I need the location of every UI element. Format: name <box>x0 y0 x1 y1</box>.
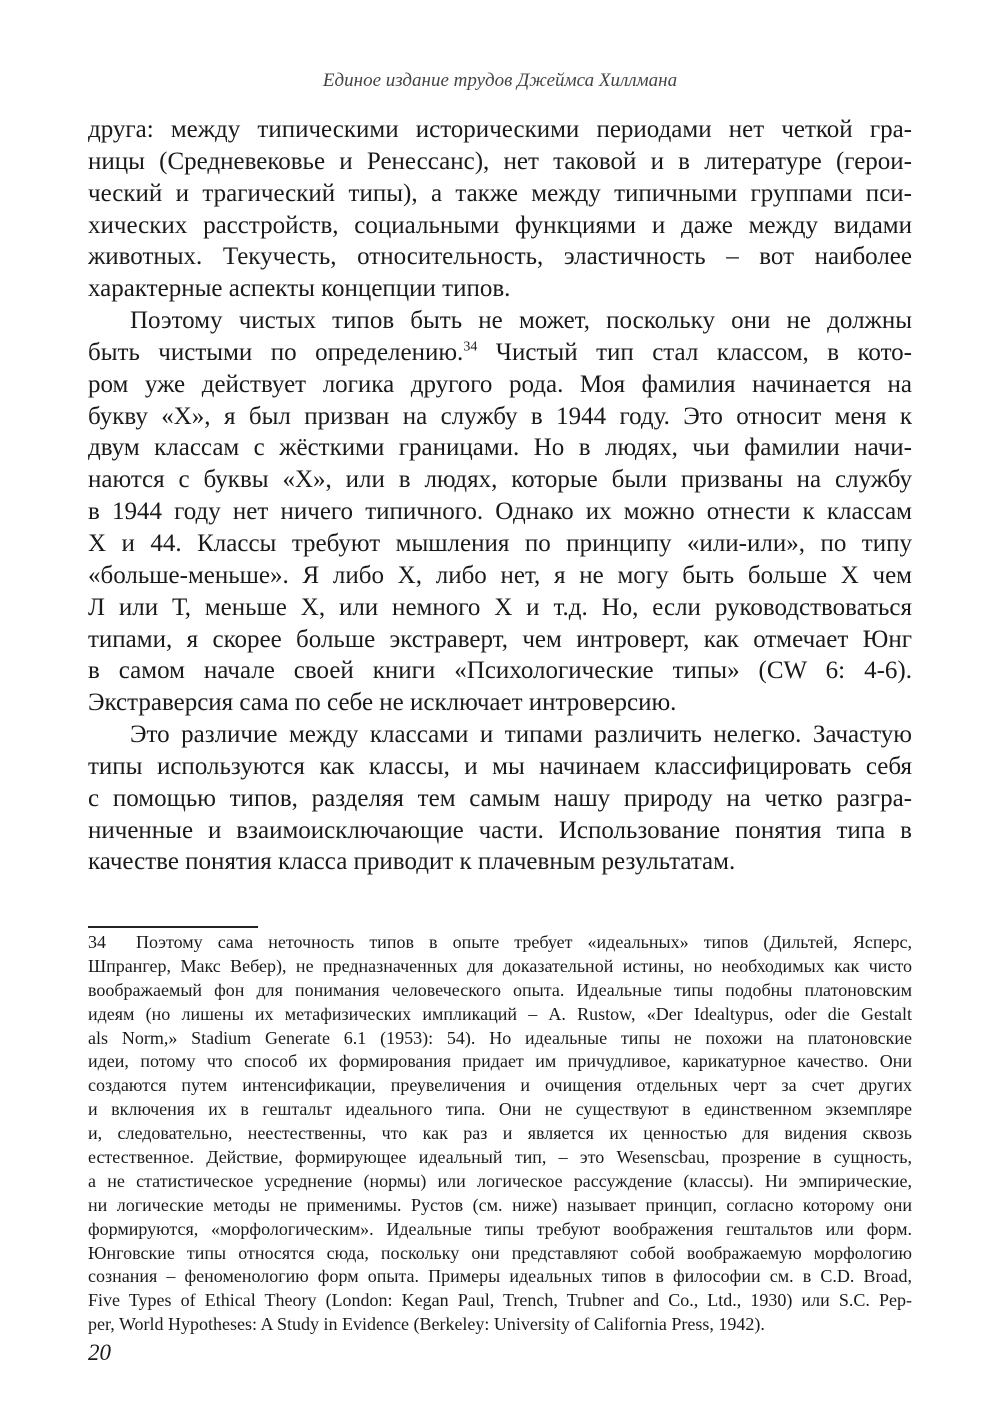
footnote-line: Шпрангер, Макс Вебер), не предназначенных для доказательной истины, но необходимых как чисто <box>88 955 912 976</box>
footnote-line: а не статистическое усреднение (нормы) или логическое рассуждение (классы). Ни эмпирические, <box>88 1170 912 1191</box>
text-line: наются с буквы «Х», или в людях, которые были призваны на службу <box>88 466 912 494</box>
footnote-number: 34 <box>88 932 106 952</box>
text-line: ниченные и взаимоисключающие части. Использование понятия типа в <box>88 816 912 844</box>
text-segment: Поэтому сама неточность типов в опыте требует «идеальных» типов (Дильтей, Ясперс, <box>136 932 912 952</box>
footnote-line: создаются путем интенсификации, преувеличения и очищения отдельных черт за счет других <box>88 1075 912 1096</box>
text-line: хических расстройств, социальными функциями и даже между видами <box>88 211 912 239</box>
footnote-line: als Norm,» Stadium Generate 6.1 (1953): 54). Но идеальные типы не похожи на платоновские <box>88 1027 912 1048</box>
text-line: ром уже действует логика другого рода. Моя фамилия начинается на <box>88 370 912 398</box>
text-line: «больше-меньше». Я либо Х, либо нет, я не могу быть больше Х чем <box>88 561 912 589</box>
body-text <box>88 114 912 878</box>
footnote-line: сознания – феноменологию форм опыта. Примеры идеальных типов в философии см. в C.D. Broad, <box>88 1266 912 1287</box>
paragraph <box>88 719 912 878</box>
footnote-line: идеям (но лишены их метафизических импликаций – A. Rustow, «Der Idealtypus, oder die Gestalt <box>88 1003 912 1024</box>
paragraph <box>88 114 912 305</box>
text-line: Л или Т, меньше Х, или немного Х и т.д. Но, если руководствоваться <box>88 593 912 621</box>
footnote-line: и, следовательно, неестественны, что как раз и является их ценностью для видения сквозь <box>88 1123 912 1144</box>
footnotes <box>88 931 912 1337</box>
footnote-separator <box>88 926 258 928</box>
text-line: качестве понятия класса приводит к плачевным результатам. <box>88 848 736 876</box>
text-line: в 1944 году нет ничего типичного. Однако их можно отнести к классам <box>88 498 912 526</box>
footnote-line <box>88 931 912 955</box>
paragraph <box>88 305 912 719</box>
footnote-line: формируются, «морфологическим». Идеальные типы требуют воображения гештальтов или форм. <box>88 1218 912 1239</box>
text-line: ческий и трагический типы), а также между типичными группами пси- <box>88 179 912 207</box>
page-number: 20 <box>88 1340 111 1365</box>
footnote-line: Five Types of Ethical Theory (London: Kegan Paul, Trench, Trubner and Co., Ltd., 1930) или S.C. Pep- <box>88 1290 912 1311</box>
text-line: букву «Х», я был призван на службу в 1944 году. Это относит меня к <box>88 402 912 430</box>
text-line: Х и 44. Классы требуют мышления по принципу «или-или», по типу <box>88 529 912 557</box>
text-line: в самом начале своей книги «Психологические типы» (CW 6: 4-6). <box>88 657 912 685</box>
footnote-line: per, World Hypotheses: A Study in Evidence (Berkeley: University of California Press, 1942). <box>88 1314 765 1335</box>
text-line: характерные аспекты концепции типов. <box>88 275 511 303</box>
text-line <box>88 337 912 369</box>
text-line: типами, я скорее больше экстраверт, чем интроверт, как отмечает Юнг <box>88 625 912 653</box>
text-line: с помощью типов, разделяя тем самым нашу природу на четко разгра- <box>88 784 912 812</box>
text-line: ницы (Средневековье и Ренессанс), нет таковой и в литературе (герои- <box>88 147 912 175</box>
footnote-line: естественное. Действие, формирующее идеальный тип, – это Wesenscbau, прозрение в сущность, <box>88 1147 912 1168</box>
text-line: животных. Текучесть, относительность, эластичность – вот наиболее <box>88 243 912 271</box>
footnote-line: Юнговские типы относятся сюда, поскольку они представляют собой воображаемую морфологию <box>88 1242 912 1263</box>
text-line: Это различие между классами и типами различить нелегко. Зачастую <box>130 721 912 749</box>
footnote-line: и включения их в гештальт идеального типа. Они не существуют в единственном экземпляре <box>88 1099 912 1120</box>
footnote-line: ни логические методы не применимы. Рустов (см. ниже) называет принцип, согласно которому они <box>88 1194 912 1215</box>
text-segment: Чистый тип стал классом, в кото- <box>477 338 912 366</box>
footnote-line: идеи, потому что способ их формирования придает им причудливое, карикатурное качество. Они <box>88 1051 912 1072</box>
footnote-ref[interactable]: 34 <box>463 339 478 355</box>
text-segment: быть чистыми по определению. <box>88 338 464 366</box>
footnote-line: воображаемый фон для понимания человеческого опыта. Идеальные типы подобны платоновским <box>88 979 912 1000</box>
text-line: Экстраверсия сама по себе не исключает интроверсию. <box>88 689 677 717</box>
text-line: типы используются как классы, и мы начинаем классифицировать себя <box>88 752 912 780</box>
text-line: Поэтому чистых типов быть не может, поскольку они не должны <box>130 307 912 335</box>
running-head: Единое издание трудов Джеймса Хиллмана <box>322 70 678 91</box>
text-line: двум классам с жёсткими границами. Но в людях, чьи фамилии начи- <box>88 434 912 462</box>
text-line: друга: между типическими историческими периодами нет четкой гра- <box>88 116 912 143</box>
